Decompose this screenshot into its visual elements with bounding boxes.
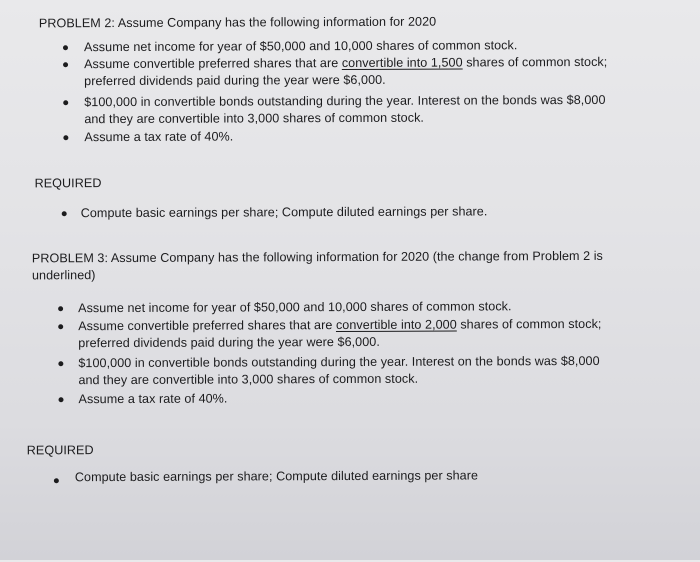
problem-2-item-2-text: Assume convertible preferred shares that are <box>84 56 342 72</box>
problem-2-required-heading: REQUIRED <box>34 176 102 191</box>
problem-3-item-2-text-end: shares of common stock; <box>456 316 602 332</box>
problem-3-task: Compute basic earnings per share; Compute diluted earnings per share <box>74 468 479 485</box>
problem-3-item-4: Assume a tax rate of 40%. <box>78 391 228 407</box>
problem-2-title: PROBLEM 2: Assume Company has the following information for 2020 <box>38 14 437 31</box>
problem-3-item-1: Assume net income for year of $50,000 and 10,000 shares of common stock. <box>78 299 512 316</box>
problem-3-item-3-line-2: and they are convertible into 3,000 shares of common stock. <box>78 371 419 388</box>
bullet-icon <box>58 361 63 366</box>
problem-2-item-2-line-2: preferred dividends paid during the year were $6,000. <box>84 72 386 89</box>
problem-3-underlined-change: convertible into 2,000 <box>335 317 457 333</box>
bullet-icon <box>58 324 63 329</box>
problem-2-item-3-line-1: $100,000 in convertible bonds outstanding during the year. Interest on the bonds was $8,000 <box>84 92 606 110</box>
bullet-icon <box>59 397 64 402</box>
problem-2-underlined-change: convertible into 1,500 <box>341 55 463 71</box>
problem-3-title-line-1: PROBLEM 3: Assume Company has the following information for 2020 (the change from Problem 2 is <box>31 248 603 266</box>
bullet-icon <box>58 306 63 311</box>
bullet-icon <box>63 135 68 140</box>
bullet-icon <box>63 100 68 105</box>
bullet-icon <box>54 478 59 483</box>
problem-3-item-2-line-1 <box>78 316 601 334</box>
problem-3-item-2-text: Assume convertible preferred shares that are <box>78 318 336 334</box>
problem-2-item-3-line-2: and they are convertible into 3,000 shares of common stock. <box>84 110 424 127</box>
bullet-icon <box>63 45 68 50</box>
bullet-icon <box>62 211 67 216</box>
problem-3-item-2-line-2: preferred dividends paid during the year were $6,000. <box>78 334 380 351</box>
problem-3-title-line-2: underlined) <box>31 268 96 283</box>
problem-2-item-1: Assume net income for year of $50,000 and 10,000 shares of common stock. <box>83 38 518 55</box>
problem-2-task: Compute basic earnings per share; Compute diluted earnings per share. <box>80 204 488 221</box>
problem-2-item-2-line-1 <box>84 54 607 72</box>
problem-3-item-3-line-1: $100,000 in convertible bonds outstanding during the year. Interest on the bonds was $8,000 <box>78 353 600 371</box>
problem-3-required-heading: REQUIRED <box>26 443 94 458</box>
problem-2-item-2-text-end: shares of common stock; <box>462 54 608 70</box>
problem-2-item-4: Assume a tax rate of 40%. <box>84 129 234 145</box>
bullet-icon <box>63 62 68 67</box>
